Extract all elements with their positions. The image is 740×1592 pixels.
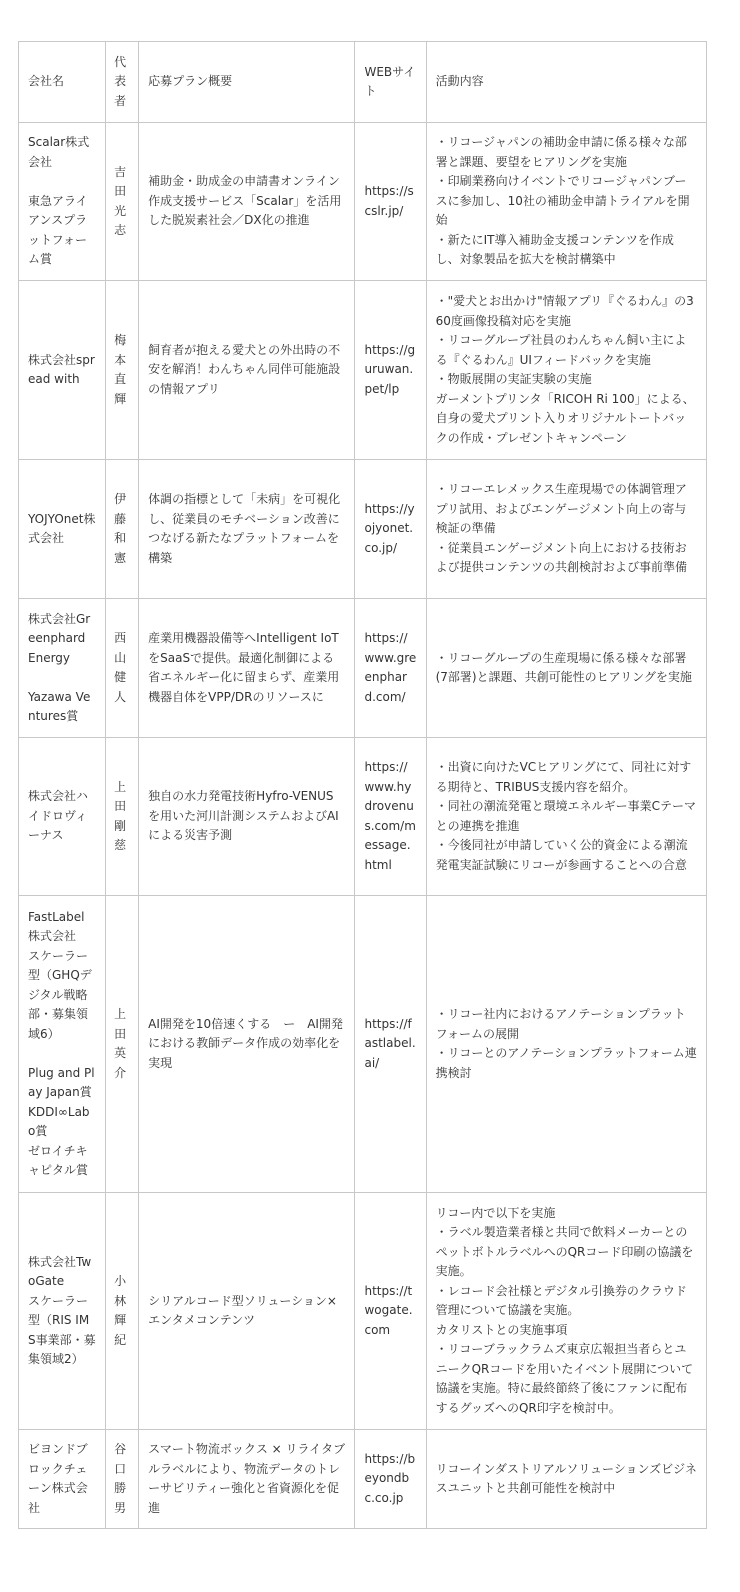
activity-cell xyxy=(426,738,706,896)
web-cell[interactable]: https://twogate.com xyxy=(355,1193,426,1430)
activity-line: ・リコージャパンの補助金申請に係る様々な部署と課題、要望をヒアリングを実施 xyxy=(435,135,687,169)
table-row xyxy=(19,1193,707,1430)
company-cell xyxy=(19,738,106,896)
activity-line: ・"愛犬とお出かけ"情報アプリ『ぐるわん』の360度画像投稿対応を実施 xyxy=(435,294,694,328)
web-cell[interactable]: https://fastlabel.ai/ xyxy=(355,896,426,1193)
activity-line: ・リコー社内におけるアノテーションプラットフォームの展開 xyxy=(435,1007,686,1041)
activity-line: カタリストとの実施事項 xyxy=(435,1322,568,1337)
activity-line: ・リコーブラックラムズ東京広報担当者らとユニークQRコードを用いたイベント展開について協議を実施。特に最終節終了後にファンに配布するグッズへのQR印字を検討中。 xyxy=(435,1342,694,1415)
table-row xyxy=(19,896,707,1193)
company-line: Scalar株式会社 xyxy=(28,135,90,169)
company-cell xyxy=(19,281,106,460)
table-body xyxy=(19,123,707,1529)
company-line: Yazawa Ventures賞 xyxy=(28,689,91,723)
plan-cell: 産業用機器設備等へIntelligent IoTをSaaSで提供。最適化制御による省エネルギー化に留まらず、産業用機器自体をVPP/DRのリソースに xyxy=(139,599,355,738)
plan-cell: 飼育者が抱える愛犬との外出時の不安を解消！わんちゃん同伴可能施設の情報アプリ xyxy=(139,281,355,460)
activity-line: ・リコーとのアノテーションプラットフォーム連携検討 xyxy=(435,1046,697,1080)
header-web: WEBサイト xyxy=(355,42,426,123)
activity-cell xyxy=(426,599,706,738)
plan-cell: シリアルコード型ソリューション×エンタメコンテンツ xyxy=(139,1193,355,1430)
activity-line: ・印刷業務向けイベントでリコージャパンブースに参加し、10社の補助金申請トライアルを開始 xyxy=(435,174,690,228)
activity-line: ・リコーエレメックス生産現場での体調管理アプリ試用、およびエンゲージメント向上の寄与検証の準備 xyxy=(435,482,687,536)
activity-cell xyxy=(426,896,706,1193)
activity-line: ・リコーグループ社員のわんちゃん飼い主による『ぐるわん』UIフィードバックを実施 xyxy=(435,333,687,367)
activity-line: ・新たにIT導入補助金支援コンテンツを作成し、対象製品を拡大を検討構築中 xyxy=(435,232,674,267)
table-row xyxy=(19,599,707,738)
activity-line: ・出資に向けたVCヒアリングにて、同社に対する期待と、TRIBUS支援内容を紹介。 xyxy=(435,760,692,794)
activity-cell xyxy=(426,460,706,599)
company-line: 株式会社TwoGate xyxy=(28,1254,92,1288)
activity-line: ・今後同社が申請していく公的資金による潮流発電実証試験にリコーが参画することへの合意 xyxy=(435,838,688,872)
company-cell xyxy=(19,1193,106,1430)
activity-line: ・物販展開の実証実験の実施 xyxy=(435,372,592,386)
company-line: スケーラー型（GHQデジタル戦略部・募集領域6） xyxy=(28,948,92,1041)
activity-cell xyxy=(426,281,706,460)
table-row xyxy=(19,460,707,599)
web-cell[interactable]: https://scslr.jp/ xyxy=(355,123,426,281)
activity-line: ・従業員エンゲージメント向上における技術および提供コンテンツの共創検討および事前準備 xyxy=(435,540,687,575)
web-cell[interactable]: https://guruwan.pet/lp xyxy=(355,281,426,460)
activity-cell xyxy=(426,123,706,281)
table-row xyxy=(19,123,707,281)
company-line: Plug and Play Japan賞 xyxy=(28,1065,95,1099)
activity-cell xyxy=(426,1430,706,1529)
company-line: 株式会社Greenphard Energy xyxy=(28,611,91,665)
results-table-container xyxy=(18,41,707,1529)
rep-cell: 伊藤和憲 xyxy=(106,460,139,599)
company-line: FastLabel株式会社 xyxy=(28,909,85,943)
table-row xyxy=(19,738,707,896)
activity-line: ガーメントプリンタ「RICOH Ri 100」による、自身の愛犬プリント入りオリジナルトートバックの作成・プレゼントキャンペーン xyxy=(435,391,695,445)
activity-cell xyxy=(426,1193,706,1430)
header-row xyxy=(19,42,707,123)
results-table xyxy=(18,41,707,1529)
rep-cell: 小林輝紀 xyxy=(106,1193,139,1430)
rep-cell: 吉田光志 xyxy=(106,123,139,281)
company-cell xyxy=(19,896,106,1193)
rep-cell: 西山健人 xyxy=(106,599,139,738)
rep-cell: 上田英介 xyxy=(106,896,139,1193)
plan-cell: スマート物流ボックス × リライタブルラベルにより、物流データのトレーサビリティー強化と省資源化を促進 xyxy=(139,1430,355,1529)
plan-cell: 体調の指標として「未病」を可視化し、従業員のモチベーション改善につなげる新たなプラットフォームを構築 xyxy=(139,460,355,599)
header-activity: 活動内容 xyxy=(426,42,706,123)
header-company: 会社名 xyxy=(19,42,106,123)
plan-cell: AI開発を10倍速くする ー AI開発における教師データ作成の効率化を実現 xyxy=(139,896,355,1193)
rep-cell: 梅本直輝 xyxy=(106,281,139,460)
activity-line: ・レコード会社様とデジタル引換券のクラウド管理について協議を実施。 xyxy=(435,1283,687,1318)
plan-cell: 独自の水力発電技術Hyfro-VENUSを用いた河川計測システムおよびAIによる災害予測 xyxy=(139,738,355,896)
rep-cell: 上田剛慈 xyxy=(106,738,139,896)
company-cell xyxy=(19,460,106,599)
rep-cell: 谷口勝男 xyxy=(106,1430,139,1529)
activity-line: リコーインダストリアルソリューションズビジネスユニットと共創可能性を検討中 xyxy=(435,1461,697,1495)
activity-line: ・同社の潮流発電と環境エネルギー事業Cテーマとの連携を推進 xyxy=(435,799,696,833)
company-line: YOJYOnet株式会社 xyxy=(28,511,96,545)
table-row xyxy=(19,1430,707,1529)
web-cell[interactable]: https://www.hydrovenus.com/message.html xyxy=(355,738,426,896)
company-line: 東急アライアンスプラットフォーム賞 xyxy=(28,193,88,267)
company-cell xyxy=(19,599,106,738)
company-line: KDDI∞Labo賞 xyxy=(28,1104,90,1138)
company-cell xyxy=(19,1430,106,1529)
company-line: ゼロイチキャピタル賞 xyxy=(28,1143,89,1177)
table-row xyxy=(19,281,707,460)
web-cell[interactable]: https://yojyonet.co.jp/ xyxy=(355,460,426,599)
plan-cell: 補助金・助成金の申請書オンライン作成支援サービス「Scalar」を活用した脱炭素社会／DX化の推進 xyxy=(139,123,355,281)
company-cell xyxy=(19,123,106,281)
web-cell[interactable]: https://www.greenphard.com/ xyxy=(355,599,426,738)
activity-line: ・ラベル製造業者様と共同で飲料メーカーとのペットボトルラベルへのQRコード印刷の協議を実施。 xyxy=(435,1225,694,1279)
header-rep: 代表者 xyxy=(106,42,139,123)
company-line: 株式会社spread with xyxy=(28,352,95,386)
activity-line: ・リコーグループの生産現場に係る様々な部署(7部署)と課題、共創可能性のヒアリングを実施 xyxy=(435,650,692,684)
header-plan: 応募プラン概要 xyxy=(139,42,355,123)
company-line: スケーラー型（RIS IMS事業部・募集領域2） xyxy=(28,1293,96,1366)
activity-line: リコー内で以下を実施 xyxy=(435,1205,556,1220)
web-cell[interactable]: https://beyondbc.co.jp xyxy=(355,1430,426,1529)
company-line: ビヨンドブロックチェーン株式会社 xyxy=(28,1442,88,1515)
company-line: 株式会社ハイドロヴィーナス xyxy=(28,789,89,843)
